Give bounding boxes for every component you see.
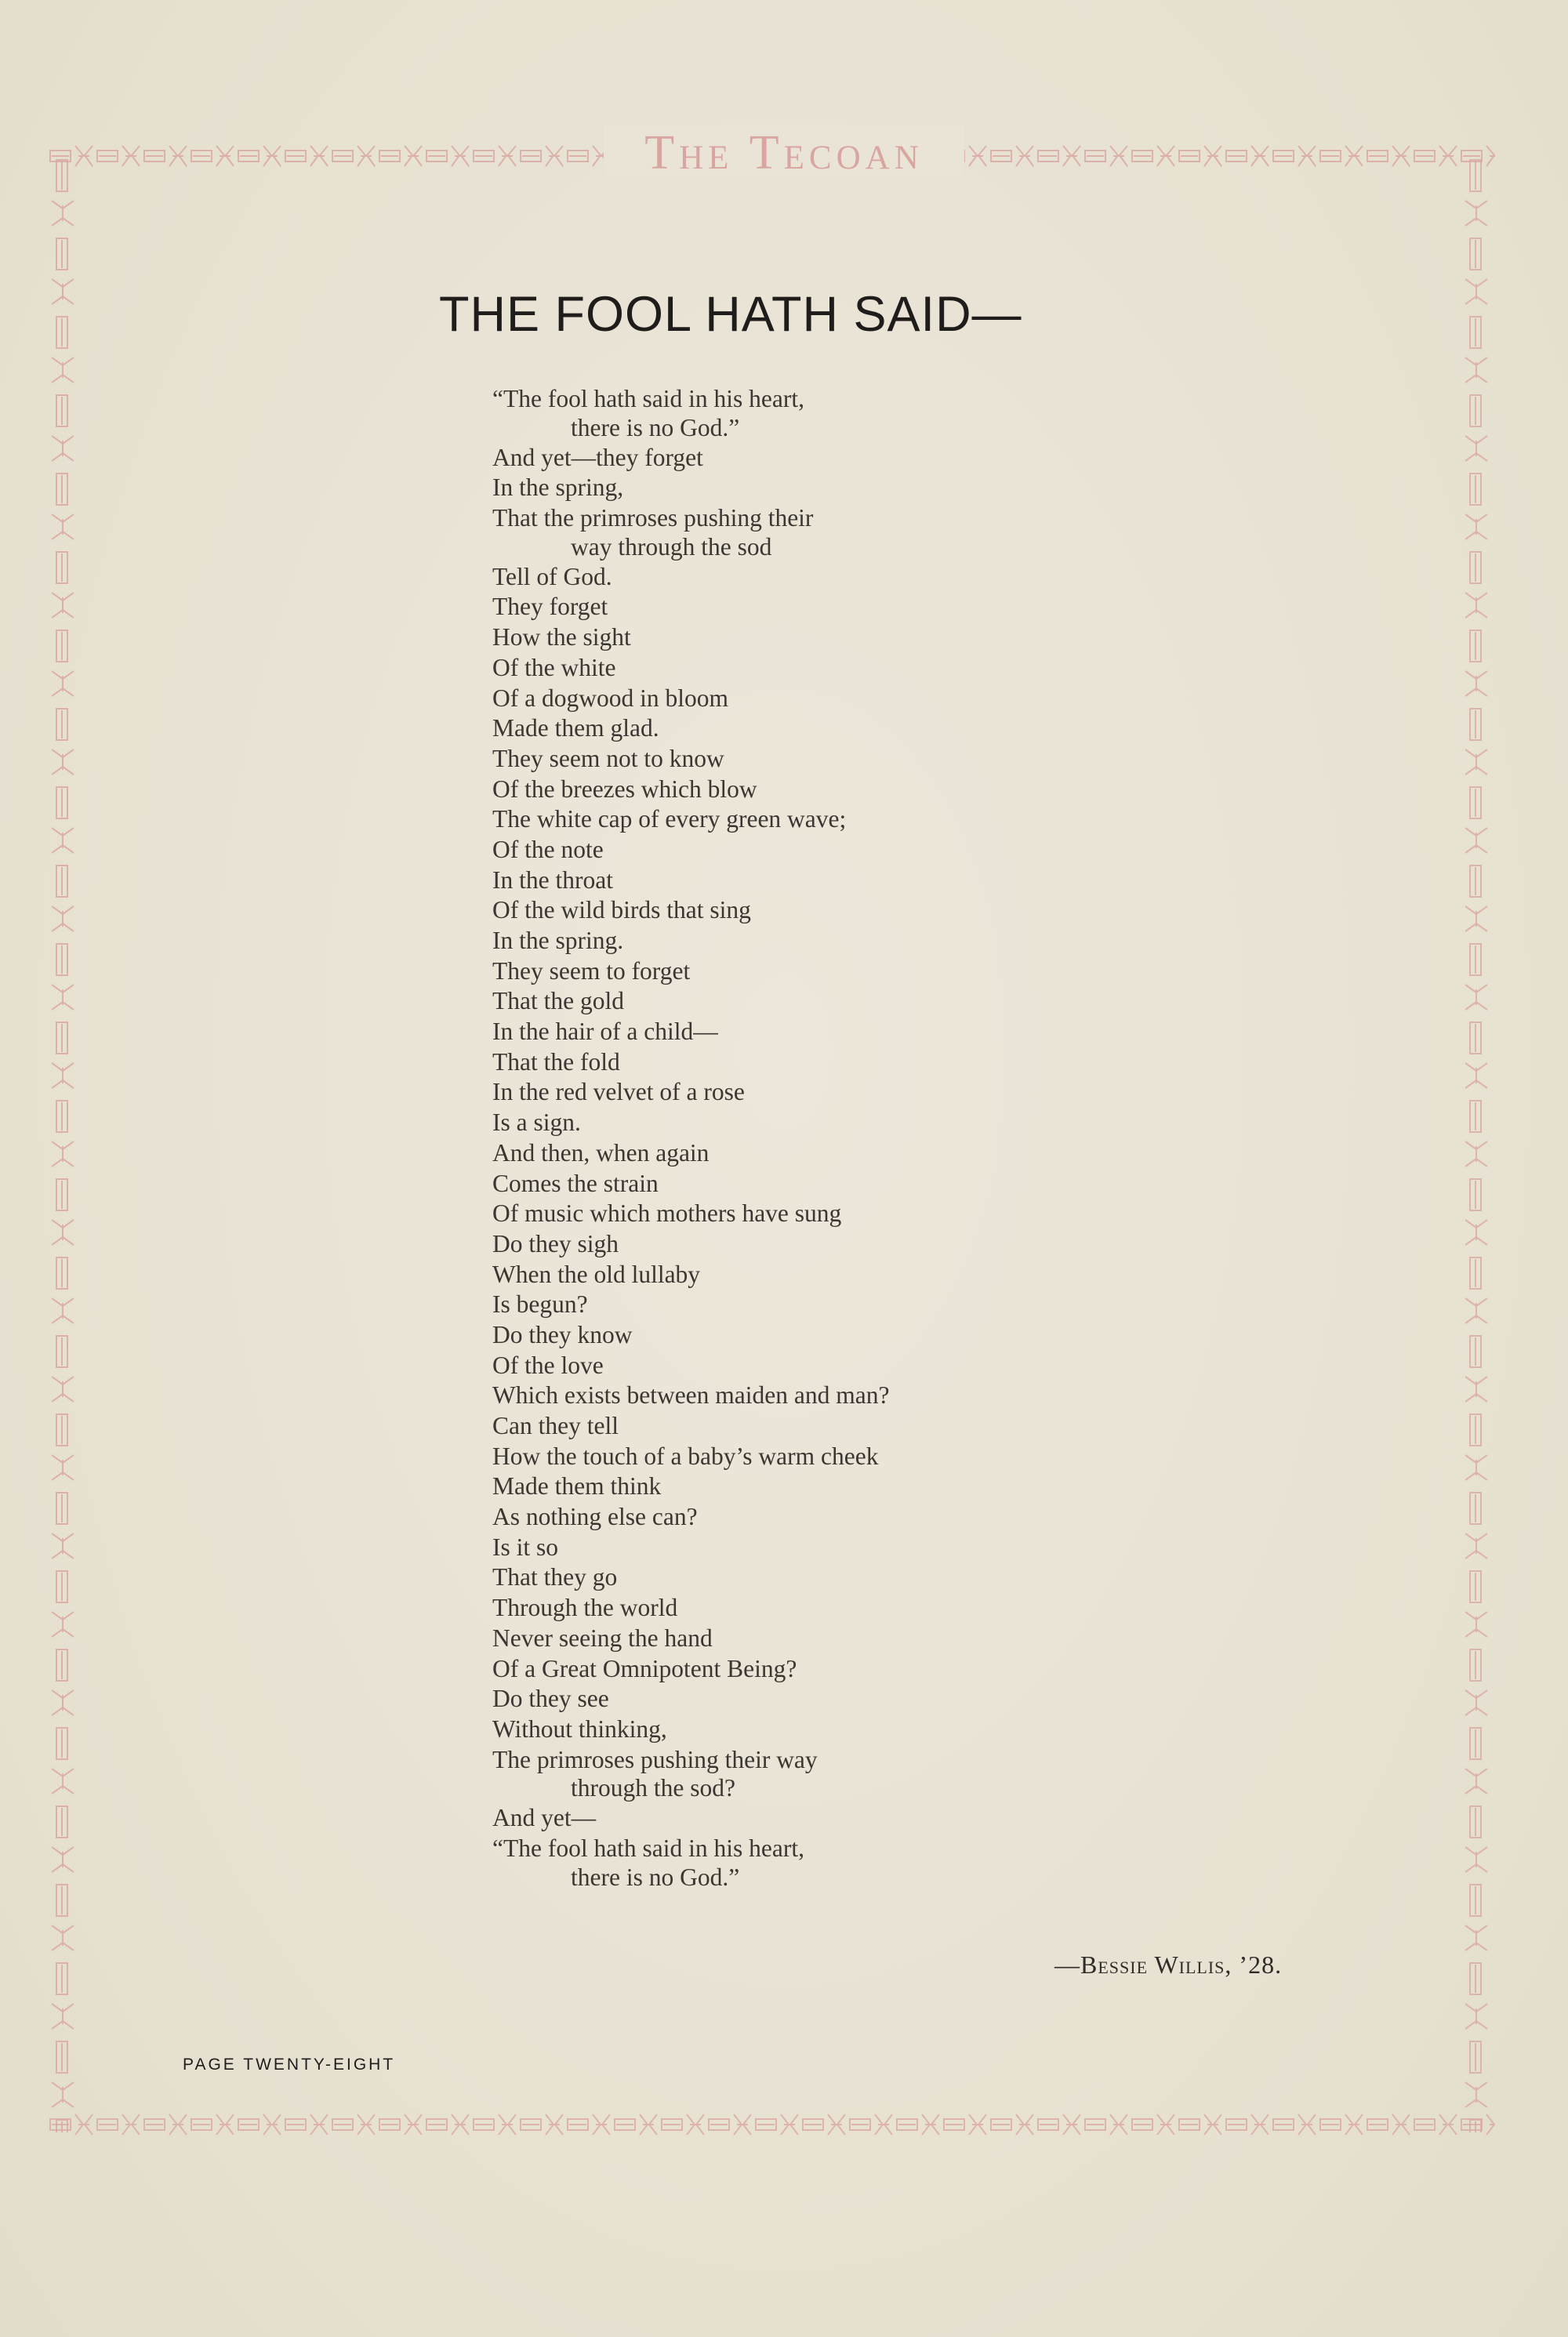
poem-line: Do they see <box>492 1685 609 1713</box>
poem-line-continuation: way through the sod <box>571 532 772 561</box>
poem-line: Is begun? <box>492 1290 588 1319</box>
poem-line: Made them glad. <box>492 714 659 742</box>
poem-line: And then, when again <box>492 1138 710 1167</box>
poem-line: Of the breezes which blow <box>492 775 757 803</box>
poem-line: Which exists between maiden and man? <box>492 1381 890 1410</box>
poem-line: Can they tell <box>492 1412 619 1439</box>
poem-line: Of the white <box>492 653 616 681</box>
poem-line: Of a Great Omnipotent Being? <box>492 1654 797 1682</box>
poem-line: They seem not to know <box>492 744 724 772</box>
poem-line-continuation: there is no God.” <box>571 413 740 441</box>
poem-line: Through the world <box>492 1594 678 1622</box>
poem-line: In the spring. <box>492 927 624 954</box>
poem-line: Is a sign. <box>492 1109 581 1137</box>
poem-line: In the spring, <box>492 474 624 502</box>
page-number: PAGE TWENTY-EIGHT <box>183 2056 396 2074</box>
poem-line: That the gold <box>492 987 624 1015</box>
poem-line: Without thinking, <box>492 1715 667 1743</box>
right-ornamental-border <box>1460 157 1493 2132</box>
poem-line: Of the note <box>492 835 604 863</box>
poem-line: They seem to forget <box>492 956 691 985</box>
poem-line: Of music which mothers have sung <box>492 1199 842 1228</box>
running-head: The Tecoan <box>604 125 964 180</box>
poem-line: In the red velvet of a rose <box>492 1078 745 1106</box>
poem-line: That the primroses pushing their <box>492 504 814 532</box>
poem-line: Made them think <box>492 1472 662 1501</box>
poem-line: Of the love <box>492 1351 604 1379</box>
poem-line: That the fold <box>492 1047 620 1076</box>
poem-attribution: —Bessie Willis, ’28. <box>1054 1951 1283 1979</box>
poem-line: The primroses pushing their way <box>492 1745 818 1773</box>
poem-line: In the hair of a child— <box>492 1018 718 1046</box>
poem-line: And yet— <box>492 1804 597 1832</box>
poem-line: They forget <box>492 593 608 621</box>
poem-line: Do they know <box>492 1320 633 1348</box>
poem-line: And yet—they forget <box>492 443 703 471</box>
poem-line: How the sight <box>492 623 631 651</box>
poem-line: How the touch of a baby’s warm cheek <box>492 1442 879 1470</box>
poem-line: Comes the strain <box>492 1169 659 1197</box>
poem-line: Of the wild birds that sing <box>492 896 751 924</box>
poem-line: In the throat <box>492 865 613 894</box>
poem-line: The white cap of every green wave; <box>492 805 847 833</box>
poem-body <box>492 384 1088 1892</box>
poem-line: “The fool hath said in his heart, <box>492 385 805 412</box>
poem-line: Is it so <box>492 1533 559 1561</box>
poem-line: As nothing else can? <box>492 1503 698 1531</box>
poem-line: When the old lullaby <box>492 1260 701 1288</box>
poem-line: That they go <box>492 1563 618 1591</box>
poem-line: Of a dogwood in bloom <box>492 684 728 712</box>
poem-line: “The fool hath said in his heart, <box>492 1834 805 1862</box>
poem-line-continuation: through the sod? <box>571 1774 735 1802</box>
left-ornamental-border <box>47 157 78 2132</box>
poem-line: Tell of God. <box>492 562 612 590</box>
bottom-ornamental-border <box>49 2110 1495 2139</box>
poem-line-continuation: there is no God.” <box>571 1863 740 1891</box>
poem-line: Do they sigh <box>492 1229 619 1257</box>
poem-title: THE FOOL HATH SAID— <box>439 287 1022 342</box>
poem-line: Never seeing the hand <box>492 1624 713 1652</box>
